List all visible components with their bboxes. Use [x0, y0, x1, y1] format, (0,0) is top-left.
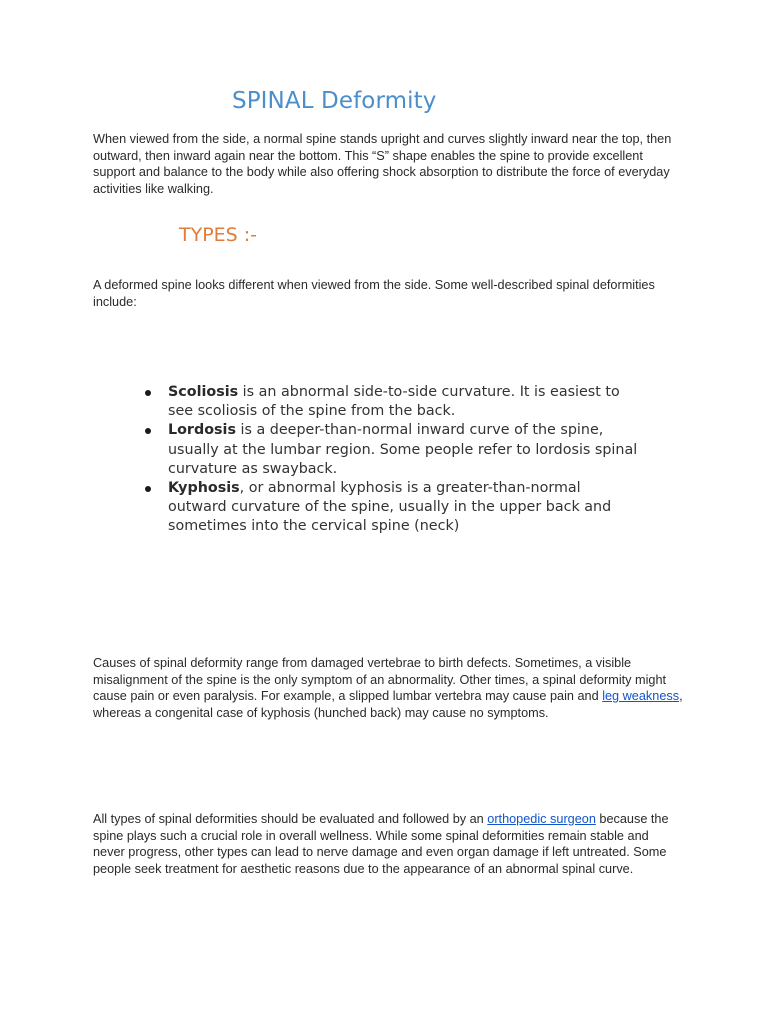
list-item-scoliosis: [143, 383, 643, 421]
description-scoliosis: is an abnormal side-to-side curvature. It is easiest to see scoliosis of the spine from the back.: [168, 384, 620, 420]
description-lordosis: is a deeper-than-normal inward curve of the spine, usually at the lumbar region. Some people refer to lordosis spinal curvature as swayback.: [168, 422, 638, 477]
types-heading: TYPES :-: [179, 224, 258, 246]
leg-weakness-link[interactable]: leg weakness: [602, 689, 680, 704]
bullet-icon: [145, 390, 151, 396]
deformity-types-list: [143, 383, 643, 537]
evaluation-text-start: All types of spinal deformities should be evaluated and followed by an: [93, 812, 488, 826]
document-title: SPINAL Deformity: [232, 88, 437, 114]
term-kyphosis: Kyphosis: [168, 480, 240, 497]
types-intro-paragraph: A deformed spine looks different when viewed from the side. Some well-described spinal deformities include:: [93, 278, 655, 309]
evaluation-text-end: because the spine plays such a crucial role in overall wellness. While some spinal deformities remain stable and never progress, other types can lead to nerve damage and even organ damage if left untreated. Some people seek treatment for aesthetic reasons due to the appearance of an abnormal spinal curve.: [93, 812, 669, 876]
bullet-icon: [145, 428, 151, 434]
term-scoliosis: Scoliosis: [168, 384, 239, 400]
causes-paragraph: [93, 655, 683, 721]
evaluation-paragraph: [93, 811, 683, 877]
description-kyphosis: , or abnormal kyphosis is a greater-than-normal outward curvature of the spine, usually in the upper back and sometimes into the cervical spine (neck): [168, 480, 612, 535]
term-lordosis: Lordosis: [168, 422, 236, 439]
bullet-icon: [145, 486, 151, 492]
list-item-lordosis: [143, 421, 643, 479]
causes-text-end: , whereas a congenital case of kyphosis (hunched back) may cause no symptoms.: [93, 689, 683, 720]
orthopedic-surgeon-link[interactable]: orthopedic surgeon: [487, 812, 596, 826]
intro-paragraph: When viewed from the side, a normal spine stands upright and curves slightly inward near the top, then outward, then inward again near the bottom. This “S” shape enables the spine to provide excellent support and balance to the body while also offering shock absorption to distribute the force of everyday activities like walking.: [93, 132, 672, 196]
causes-text-start: Causes of spinal deformity range from damaged vertebrae to birth defects. Sometimes, a visible misalignment of the spine is the only symptom of an abnormality. Other times, a spinal deformity might cause pain or even paralysis. For example, a slipped lumbar vertebra may cause pain and: [93, 656, 667, 704]
list-item-kyphosis: [143, 479, 643, 537]
